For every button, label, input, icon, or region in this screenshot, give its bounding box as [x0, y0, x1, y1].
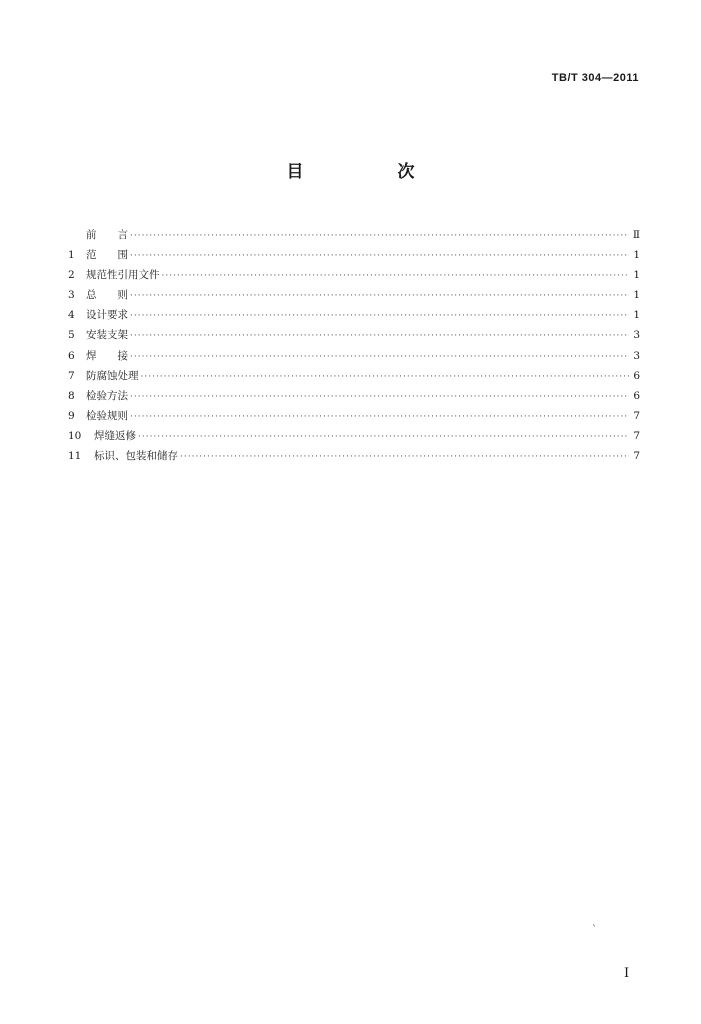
toc-entry-page: 7 [633, 409, 640, 422]
toc-entry-page: 6 [633, 389, 640, 402]
page-number: I [624, 966, 630, 981]
toc-entry-number: 7 [68, 369, 75, 382]
toc-entry-number: 11 [68, 450, 82, 463]
toc-leader-dots [130, 410, 629, 424]
toc-entry-number: 9 [68, 409, 75, 422]
toc-entry-page: 7 [633, 429, 640, 442]
toc-entry-title: 总 则 [86, 289, 128, 302]
toc-entry[interactable] [68, 429, 640, 449]
toc-entry-title: 焊 接 [86, 349, 128, 362]
toc-entry-page: 1 [633, 269, 640, 282]
toc-entry-number: 6 [68, 349, 75, 362]
toc-entry-number: 8 [68, 389, 75, 402]
toc-entry-page: 7 [633, 450, 640, 463]
toc-leader-dots [130, 329, 629, 343]
toc-entry[interactable] [68, 409, 640, 429]
table-of-contents [68, 228, 640, 469]
standard-code: TB/T 304—2011 [551, 72, 639, 84]
toc-leader-dots [130, 390, 629, 404]
toc-entry-page: 1 [633, 309, 640, 322]
toc-entry-title: 安装支架 [86, 329, 128, 342]
toc-entry-page: 1 [633, 289, 640, 302]
toc-entry-number: 1 [68, 249, 75, 262]
toc-leader-dots [138, 430, 629, 444]
toc-entry[interactable] [68, 449, 640, 469]
toc-leader-dots [130, 309, 629, 323]
toc-entry[interactable] [68, 228, 640, 248]
toc-entry-title: 规范性引用文件 [86, 269, 160, 282]
toc-entry[interactable] [68, 349, 640, 369]
toc-entry-page: Ⅱ [632, 229, 640, 241]
toc-entry-page: 3 [633, 349, 640, 362]
toc-entry-number: 5 [68, 329, 75, 342]
toc-entry-title: 检验方法 [86, 389, 128, 402]
toc-entry[interactable] [68, 389, 640, 409]
toc-leader-dots [130, 229, 629, 243]
toc-entry-title: 设计要求 [86, 309, 128, 322]
toc-leader-dots [141, 370, 630, 384]
toc-entry-page: 3 [633, 329, 640, 342]
toc-entry-title: 标识、包装和储存 [94, 450, 178, 463]
toc-entry-number: 10 [68, 429, 82, 442]
toc-leader-dots [180, 450, 629, 464]
toc-entry[interactable] [68, 248, 640, 268]
toc-entry-title: 范 围 [86, 249, 128, 262]
toc-entry-number: 4 [68, 309, 75, 322]
toc-entry[interactable] [68, 308, 640, 328]
toc-entry-title: 前 言 [86, 229, 128, 241]
toc-leader-dots [130, 249, 629, 263]
toc-entry-page: 6 [633, 369, 640, 382]
toc-entry-number: 3 [68, 289, 75, 302]
toc-entry-title: 防腐蚀处理 [86, 369, 139, 382]
toc-entry[interactable] [68, 288, 640, 308]
stray-mark: ` [592, 925, 597, 936]
toc-leader-dots [130, 289, 629, 303]
toc-entry[interactable] [68, 268, 640, 288]
toc-entry-title: 焊缝返修 [94, 429, 136, 442]
toc-entry-number: 2 [68, 269, 75, 282]
toc-entry-title: 检验规则 [86, 409, 128, 422]
toc-leader-dots [130, 350, 629, 364]
toc-entry-page: 1 [633, 249, 640, 262]
toc-leader-dots [162, 269, 630, 283]
page-title: 目 次 [286, 162, 459, 182]
toc-entry[interactable] [68, 328, 640, 348]
toc-entry[interactable] [68, 369, 640, 389]
